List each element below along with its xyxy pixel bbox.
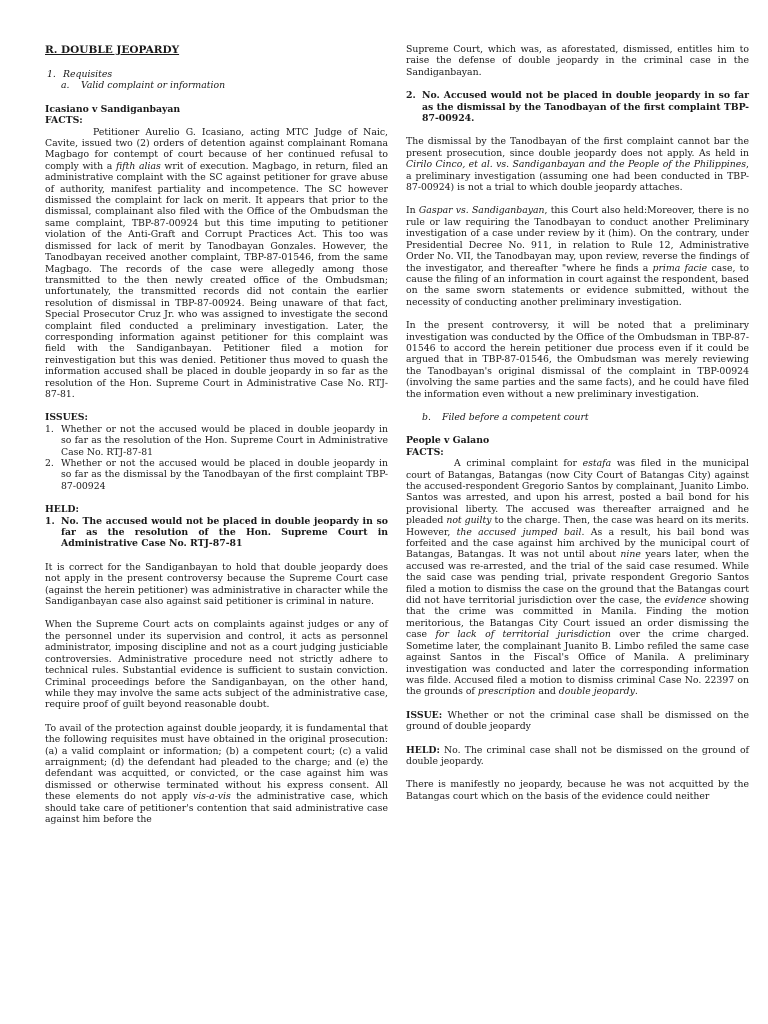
requisite-b-label: Filed before a competent court bbox=[442, 411, 589, 423]
text-run: The dismissal by the Tanodbayan of the first complaint cannot bar the present prosecution, since double jeopardy does not apply. As held in bbox=[406, 136, 749, 159]
list-number: 1. bbox=[45, 423, 54, 435]
facts-paragraph bbox=[406, 458, 749, 698]
facts-heading: FACTS: bbox=[406, 446, 444, 458]
requisite-b bbox=[406, 412, 749, 423]
held-heading: HELD: bbox=[45, 504, 79, 516]
text-run: Petitioner Aurelio G. Icasiano, acting MTC Judge of Naic, Cavite, issued two (2) orders of detention against complainant Romana Magbago for contempt of court because of her continued refusal to comply with a bbox=[45, 126, 388, 172]
issue-text: Whether or not the accused would be placed in double jeopardy in so far as the resolution of the Hon. Supreme Court in Administrative Case No. RTJ-87-81 bbox=[61, 423, 388, 458]
held-text: No. Accused would not be placed in double jeopardy in so far as the dismissal by the Tanodbayan of the first complaint TBP-87-00924. bbox=[422, 90, 749, 125]
text-run: No. The criminal case shall not be dismissed on the ground of double jeopardy. bbox=[406, 744, 749, 767]
text-run-italic: fifth alias bbox=[115, 160, 161, 172]
list-number: 2. bbox=[45, 458, 54, 469]
requisites-item bbox=[45, 69, 388, 80]
issue-label: ISSUE: bbox=[406, 709, 443, 721]
issue-paragraph bbox=[406, 710, 749, 733]
paragraph: It is correct for the Sandiganbayan to hold that double jeopardy does not apply in the present controversy because the Supreme Court case (against the herein petitioner) was administrative in character while the Sandiganbayan case also against said petitioner is criminal in nature. bbox=[45, 561, 388, 608]
paragraph: There is manifestly no jeopardy, because he was not acquitted by the Batangas court which on the basis of the evidence could neither bbox=[406, 779, 749, 802]
text-run-italic: for lack of territorial jurisdiction bbox=[435, 629, 611, 641]
text-run: . As a result, his bail bond was forfeited and the case against him archived by the municipal court of Batangas, Batangas. It was not until about bbox=[406, 526, 749, 561]
text-run: case, to cause the filing of an information in court against the respondent, based on the same sworn statements or evidence submitted, without the necessity of conducting another preliminary investigation. bbox=[406, 262, 749, 308]
facts-heading: FACTS: bbox=[45, 115, 83, 127]
text-run: to the charge. Then, the case was heard on its merits. However, bbox=[406, 515, 749, 538]
held-item bbox=[406, 90, 749, 124]
text-run: In bbox=[406, 205, 419, 217]
text-run-italic: prima facie bbox=[652, 262, 708, 274]
text-run-italic: evidence bbox=[664, 595, 707, 607]
text-run: , a preliminary investigation (assuming one had been conducted in TBP-87-00924) is not a trial to which double jeopardy attaches. bbox=[406, 159, 749, 194]
paragraph bbox=[406, 205, 749, 308]
sub-letter: a. bbox=[61, 80, 70, 92]
facts-paragraph bbox=[45, 127, 388, 401]
text-run: showing that the crime was committed in Manila. Finding the motion meritorious, the Batangas City Court issued an order dismissing the case bbox=[406, 595, 750, 641]
held-label: HELD: bbox=[406, 744, 440, 756]
issue-text: Whether or not the accused would be placed in double jeopardy in so far as the dismissal by the Tanodbayan of the first complaint TBP-87-00924 bbox=[61, 458, 388, 492]
text-run: , this Court also held:Moreover, there is no rule or law requiring the Tanodbayan to conduct another Preliminary investigation of a case under review by it (him). On the contrary, under Presidential Decree No. 911, in relation to Rule 12, Administrative Order No. VII, the Tanodbayan may, upon review, reverse the findings of the investigator, and thereafter "where he finds a bbox=[406, 205, 749, 274]
text-run: and bbox=[535, 686, 559, 698]
section-title: R. DOUBLE JEOPARDY bbox=[45, 44, 180, 56]
paragraph: When the Supreme Court acts on complaints against judges or any of the personnel under its supervision and control, it acts as personnel administrator, imposing discipline and not as a court judging justiciable controversies. Administrative procedure need not strictly adhere to technical rules. Substantial evidence is sufficient to sustain conviction. Criminal proceedings before the Sandiganbayan, on the other hand, while they may involve the same acts subject of the administrative case, require proof of guilt beyond reasonable doubt. bbox=[45, 619, 388, 711]
paragraph: In the present controversy, it will be noted that a preliminary investigation was conducted by the Office of the Ombudsman in TBP-87-01546 to accord the herein petitioner due process even if it could be argued that in TBP-87-01546, the Ombudsman was merely reviewing the Tanodbayan's original dismissal of the complaint in TBP-00924 (involving the same parties and the same facts), and he could have filed the information even without a new preliminary investigation. bbox=[406, 320, 749, 400]
requisite-a bbox=[45, 80, 388, 91]
text-run-italic: not guilty bbox=[446, 515, 492, 527]
text-run-italic: vis-a-vis bbox=[192, 791, 231, 803]
text-run: was filed in the municipal court of Batangas, Batangas (now City Court of Batangas City) against the accused-respondent Gregorio Santos by complainant, Juanito Limbo. Santos was arrested, and upon his arrest, posted a bail bond for his provisional liberty. The accused was thereafter arraigned and he pleaded bbox=[406, 458, 749, 527]
text-run-italic: prescription bbox=[477, 686, 536, 698]
list-number: 2. bbox=[406, 90, 416, 102]
text-run: writ of execution. Magbago, in return, filed an administrative complaint with the SC against petitioner for grave abuse of authority, manifest partiality and incompetence. The SC however dismissed the complaint for lack on merit. It appears that prior to the dismissal, complainant also filed with the Office of the Ombudsman the same complaint, TBP-87-00924 but this time imputing to petitioner violation of the Anti-Graft and Corrupt Practices Act. This too was dismissed for lack of merit by Tanodbayan Gonzales. However, the Tanodbayan received another complaint, TBP-87-01546, from the same Magbago. The records of the case were allegedly among those transmitted to the then newly created office of the Ombudsman; unfortunately, the transmitted records did not contain the earlier resolution of dismissal in TBP-87-00924. Being unaware of that fact, Special Prosecutor Cruz Jr. who was assigned to investigate the second complaint filed conducted a preliminary investigation. Later, the corresponding information against petitioner for this complaint was field with the Sandiganbayan. Petitioner filed a motion for reinvestigation but this was denied. Petitioner thus moved to quash the information accused shall be placed in double jeopardy in so far as the resolution of the Hon. Supreme Court in Administrative Case No. RTJ-87-81. bbox=[45, 160, 389, 400]
paragraph bbox=[45, 723, 388, 826]
text-run: the administrative case, which should take care of petitioner's contention that said administrative case against him before the bbox=[45, 791, 388, 825]
text-run-italic: Cirilo Cinco, et al. vs. Sandiganbayan and the People of the Philippines bbox=[406, 159, 747, 171]
right-column bbox=[406, 44, 749, 802]
requisite-a-label: Valid complaint or information bbox=[81, 80, 226, 92]
text-run-italic: estafa bbox=[582, 458, 612, 470]
issues-heading: ISSUES: bbox=[45, 412, 88, 424]
sub-letter: b. bbox=[422, 411, 431, 423]
text-run: Whether or not the criminal case shall be dismissed on the ground of double jeopardy bbox=[406, 709, 749, 733]
text-run: . bbox=[634, 686, 638, 698]
paragraph: Supreme Court, which was, as aforestated, dismissed, entitles him to raise the defense of double jeopardy in the criminal case in the Sandiganbayan. bbox=[406, 44, 749, 78]
case-title: People v Galano bbox=[406, 435, 490, 447]
text-run: years later, when the accused was re-arrested, and the trial of the said case resumed. While the said case was pending trial, private respondent Gregorio Santos filed a motion to dismiss the case on the ground that the Batangas court did not have territorial jurisdiction over the case, the bbox=[406, 549, 749, 607]
left-column bbox=[45, 44, 388, 825]
held-paragraph bbox=[406, 745, 749, 768]
case-title: Icasiano v Sandiganbayan bbox=[45, 103, 181, 115]
text-run-italic: double jeopardy bbox=[558, 686, 635, 698]
text-run-italic: the accused jumped bail bbox=[456, 526, 582, 538]
issue-item bbox=[45, 458, 388, 492]
text-run: To avail of the protection against double jeopardy, it is fundamental that the following requisites must have obtained in the original prosecution: (a) a valid complaint or information; (b) a competent court; (c) a valid arraignment; (d) the defendant had pleaded to the charge; and (e) the defendant was acquitted, or convicted, or the case against him was dismissed or otherwise terminated without his express consent. All these elements do not apply bbox=[45, 722, 388, 803]
list-number: 1. bbox=[47, 69, 56, 80]
issue-item bbox=[45, 424, 388, 458]
text-run-italic: nine bbox=[620, 549, 641, 561]
held-item bbox=[45, 516, 388, 550]
held-text: No. The accused would not be placed in double jeopardy in so far as the resolution of the Hon. Supreme Court in Administrative Case No. RTJ-87-81 bbox=[61, 515, 388, 550]
text-run-italic: Gaspar vs. Sandiganbayan bbox=[418, 205, 545, 217]
text-run: A criminal complaint for bbox=[454, 458, 583, 470]
text-run: over the crime charged. Sometime later, the complainant Juanito B. Limbo refiled the same case against Santos in the Fiscal's Office of Manila. A preliminary investigation was conducted and later the corresponding information was filde. Accused filed a motion to dismiss criminal Case No. 22397 on the grounds of bbox=[406, 629, 749, 698]
paragraph bbox=[406, 136, 749, 193]
requisites-label: Requisites bbox=[63, 69, 113, 80]
list-number: 1. bbox=[45, 515, 55, 527]
